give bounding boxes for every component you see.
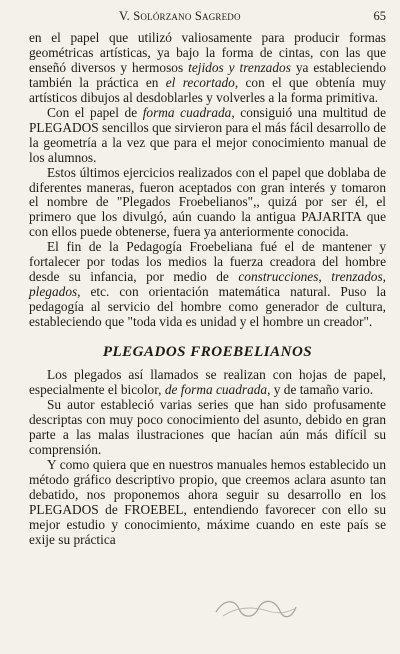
italic-text-run: de forma cuadrada bbox=[164, 382, 268, 398]
text-run: , con el que obtenía muy artísticos dibujos al desdoblarles y volverles a la forma primitiva. bbox=[29, 74, 386, 105]
italic-text-run: tejidos y trenzados bbox=[188, 59, 291, 75]
page-header bbox=[29, 9, 386, 31]
text-run: , y de tamaño vario. bbox=[267, 382, 374, 398]
text-run: ya estableciendo también la práctica en bbox=[29, 59, 386, 90]
page-number: 65 bbox=[373, 9, 386, 23]
paragraph bbox=[29, 458, 386, 548]
text-run: , consiguió una multitud de PLEGADOS sencillos que sirvieron para el más fácil desarrollo de la geometría a la vez que para el mejor conocimiento manual de los alumnos. bbox=[29, 104, 386, 165]
italic-text-run: forma cuadrada bbox=[142, 104, 232, 120]
paragraph bbox=[29, 240, 386, 330]
text-run: El fin de la Pedagogía Froebeliana fué el de mantener y fortalecer por todas los medios la fuerza creadora del hombre desde su infancia, por medio de bbox=[29, 239, 386, 285]
paragraph bbox=[29, 106, 386, 166]
text-run: Con el papel de bbox=[47, 104, 143, 120]
text-run: Los plegados así llamados se realizan con hojas de papel, especialmente el bicolor, bbox=[29, 367, 386, 398]
italic-text-run: construcciones, trenzados, plegados, bbox=[29, 269, 387, 300]
paragraph bbox=[29, 368, 386, 398]
italic-text-run: el recortado bbox=[165, 74, 235, 90]
paragraph bbox=[29, 398, 386, 458]
paragraph bbox=[29, 166, 386, 241]
running-head: V. Solórzano Sagredo bbox=[119, 9, 241, 23]
page-body bbox=[29, 31, 386, 548]
section-title: PLEGADOS FROEBELIANOS bbox=[102, 344, 313, 361]
text-run: Estos últimos ejercicios realizados con el papel que doblaba de diferentes maneras, fueron aceptados con gran interés y tomaron el nombre de "Plegados Froebelianos",, quizá por ser él, el primero que los divulgó, aún cuando la antigua PAJARITA que con ellos puede obtenerse, fuera ya anteriormente conocida. bbox=[29, 164, 386, 240]
text-run: Y como quiera que en nuestros manuales hemos establecido un método gráfico descriptivo propio, que creemos aclara asunto tan debatido, nos proponemos ahora seguir su desarrollo en los PLEGADOS de FROEBEL, entendiendo favorecer con ello su mejor estudio y conocimiento, máxime cuando en este país se exije su práctica bbox=[29, 456, 386, 547]
text-run: en el papel que utilizó valiosamente para producir formas geométricas artísticas, ya bajo la forma de cintas, con las que enseñó diversos y hermosos bbox=[29, 30, 386, 75]
text-run: Su autor estableció varias series que han sido profusamente descriptas con muy poco conocimiento del asunto, debido en gran parte a las malas ilustraciones que hacían aún más difícil su comprensión. bbox=[29, 396, 386, 457]
text-run: etc. con orientación matemática natural. Puso la pedagogía al servicio del hombre como generador de cultura, estableciendo que "toda vida es unidad y el hombre un creador". bbox=[29, 284, 386, 330]
paragraph bbox=[29, 31, 386, 106]
